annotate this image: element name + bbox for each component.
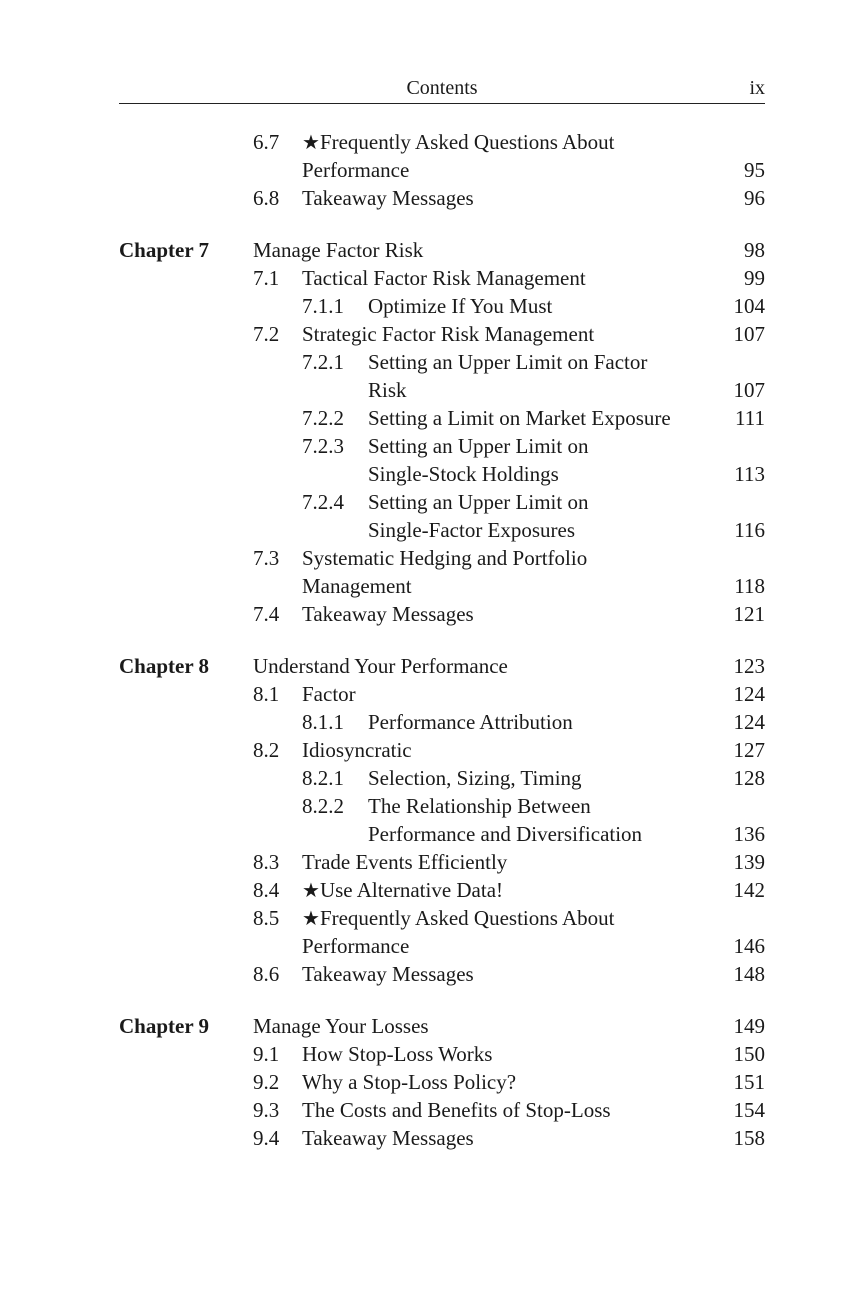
subsection-title: Performance and Diversification	[368, 822, 643, 846]
section-title: ★Frequently Asked Questions About	[302, 906, 615, 930]
page-number: 150	[733, 1042, 765, 1066]
toc-entry[interactable]	[119, 600, 765, 628]
subsection-number: 7.1.1	[302, 294, 344, 318]
section-title: Takeaway Messages	[302, 602, 474, 626]
toc-subentry[interactable]	[119, 488, 765, 516]
page-number: 149	[733, 1014, 765, 1038]
section-number: 6.8	[253, 186, 280, 210]
section-title: Performance	[302, 158, 410, 182]
page-number: 136	[733, 822, 765, 846]
section-number: 8.1	[253, 682, 280, 706]
page-number: 127	[733, 738, 765, 762]
page-number: 107	[733, 322, 765, 346]
toc-entry[interactable]	[119, 320, 765, 348]
chapter-entry[interactable]	[119, 1012, 765, 1040]
page-number: 96	[744, 186, 765, 210]
toc-entry[interactable]	[119, 184, 765, 212]
section-number: 6.7	[253, 130, 280, 154]
page-number: 107	[733, 378, 765, 402]
section-number: 9.4	[253, 1126, 280, 1150]
table-of-contents	[119, 128, 765, 1152]
subsection-number: 7.2.3	[302, 434, 344, 458]
page-number: 146	[733, 934, 765, 958]
chapter-entry[interactable]	[119, 652, 765, 680]
toc-subentry[interactable]	[119, 708, 765, 736]
page-number: 139	[733, 850, 765, 874]
toc-subentry[interactable]	[119, 404, 765, 432]
subsection-number: 7.2.2	[302, 406, 344, 430]
header-page-number: ix	[749, 77, 765, 99]
section-title: Tactical Factor Risk Management	[302, 266, 586, 290]
subsection-title: Selection, Sizing, Timing	[368, 766, 582, 790]
subsection-title: Optimize If You Must	[368, 294, 553, 318]
chapter-title: Manage Factor Risk	[253, 238, 424, 262]
subsection-title: Setting an Upper Limit on Factor	[368, 350, 648, 374]
section-title: How Stop-Loss Works	[302, 1042, 493, 1066]
subsection-title: Setting an Upper Limit on	[368, 434, 589, 458]
page-number: 158	[733, 1126, 765, 1150]
subsection-number: 7.2.4	[302, 490, 344, 514]
toc-entry-continuation[interactable]	[119, 156, 765, 184]
star-icon: ★	[302, 132, 320, 154]
section-number: 7.3	[253, 546, 280, 570]
page-number: 128	[733, 766, 765, 790]
page-number: 95	[744, 158, 765, 182]
running-header	[119, 74, 765, 104]
page-number: 99	[744, 266, 765, 290]
section-number: 9.1	[253, 1042, 280, 1066]
toc-subentry[interactable]	[119, 764, 765, 792]
chapter-gap	[119, 212, 765, 236]
page-number: 154	[733, 1098, 765, 1122]
section-title: The Costs and Benefits of Stop-Loss	[302, 1098, 611, 1122]
toc-subentry-continuation[interactable]	[119, 820, 765, 848]
toc-entry[interactable]	[119, 1068, 765, 1096]
toc-entry[interactable]	[119, 1040, 765, 1068]
toc-entry[interactable]	[119, 848, 765, 876]
toc-entry[interactable]	[119, 680, 765, 708]
page-number: 124	[733, 710, 765, 734]
section-title: Takeaway Messages	[302, 186, 474, 210]
toc-entry[interactable]	[119, 1096, 765, 1124]
page-number: 123	[733, 654, 765, 678]
toc-entry[interactable]	[119, 876, 765, 904]
page-number: 118	[734, 574, 765, 598]
section-number: 8.3	[253, 850, 280, 874]
section-title: ★Frequently Asked Questions About	[302, 130, 615, 154]
subsection-title: Single-Factor Exposures	[368, 518, 576, 542]
section-title: Trade Events Efficiently	[302, 850, 508, 874]
chapter-title: Understand Your Performance	[253, 654, 508, 678]
page-number: 116	[734, 518, 765, 542]
page-number: 98	[744, 238, 765, 262]
subsection-title: Risk	[368, 378, 407, 402]
chapter-title: Manage Your Losses	[253, 1014, 429, 1038]
subsection-title: Single-Stock Holdings	[368, 462, 559, 486]
subsection-title: Setting an Upper Limit on	[368, 490, 589, 514]
page-number: 121	[733, 602, 765, 626]
chapter-gap	[119, 988, 765, 1012]
subsection-number: 8.1.1	[302, 710, 344, 734]
toc-entry[interactable]	[119, 264, 765, 292]
section-title: Takeaway Messages	[302, 962, 474, 986]
toc-entry[interactable]	[119, 544, 765, 572]
section-number: 8.5	[253, 906, 280, 930]
toc-entry-continuation[interactable]	[119, 932, 765, 960]
section-number: 8.6	[253, 962, 280, 986]
toc-entry[interactable]	[119, 904, 765, 932]
section-title: Why a Stop-Loss Policy?	[302, 1070, 517, 1094]
section-title: Strategic Factor Risk Management	[302, 322, 595, 346]
section-number: 9.3	[253, 1098, 280, 1122]
section-title: Management	[302, 574, 412, 598]
chapter-label: Chapter 8	[119, 654, 210, 678]
subsection-number: 8.2.2	[302, 794, 344, 818]
section-title: Factor	[302, 682, 356, 706]
page-number: 142	[733, 878, 765, 902]
toc-subentry[interactable]	[119, 792, 765, 820]
toc-subentry-continuation[interactable]	[119, 460, 765, 488]
section-title: ★Use Alternative Data!	[302, 878, 504, 902]
section-number: 8.2	[253, 738, 280, 762]
section-title: Idiosyncratic	[302, 738, 412, 762]
toc-entry[interactable]	[119, 736, 765, 764]
section-number: 8.4	[253, 878, 280, 902]
toc-subentry[interactable]	[119, 432, 765, 460]
chapter-entry[interactable]	[119, 236, 765, 264]
toc-entry[interactable]	[119, 128, 765, 156]
toc-entry[interactable]	[119, 960, 765, 988]
page-number: 124	[733, 682, 765, 706]
section-title: Takeaway Messages	[302, 1126, 474, 1150]
toc-subentry[interactable]	[119, 292, 765, 320]
section-number: 7.4	[253, 602, 280, 626]
subsection-number: 8.2.1	[302, 766, 344, 790]
section-number: 9.2	[253, 1070, 280, 1094]
section-number: 7.1	[253, 266, 280, 290]
header-title: Contents	[406, 77, 478, 99]
chapter-label: Chapter 9	[119, 1014, 210, 1038]
star-icon: ★	[302, 880, 320, 902]
page-number: 148	[733, 962, 765, 986]
subsection-title: Performance Attribution	[368, 710, 573, 734]
page-number: 113	[734, 462, 765, 486]
toc-subentry[interactable]	[119, 348, 765, 376]
page-number: 104	[733, 294, 765, 318]
section-title: Performance	[302, 934, 410, 958]
subsection-number: 7.2.1	[302, 350, 344, 374]
toc-subentry-continuation[interactable]	[119, 516, 765, 544]
page-number: 151	[733, 1070, 765, 1094]
page-number: 111	[735, 406, 765, 430]
star-icon: ★	[302, 908, 320, 930]
subsection-title: The Relationship Between	[368, 794, 591, 818]
section-number: 7.2	[253, 322, 280, 346]
subsection-title: Setting a Limit on Market Exposure	[368, 406, 671, 430]
toc-subentry-continuation[interactable]	[119, 376, 765, 404]
chapter-gap	[119, 628, 765, 652]
chapter-label: Chapter 7	[119, 238, 210, 262]
toc-entry-continuation[interactable]	[119, 572, 765, 600]
toc-entry[interactable]	[119, 1124, 765, 1152]
section-title: Systematic Hedging and Portfolio	[302, 546, 588, 570]
